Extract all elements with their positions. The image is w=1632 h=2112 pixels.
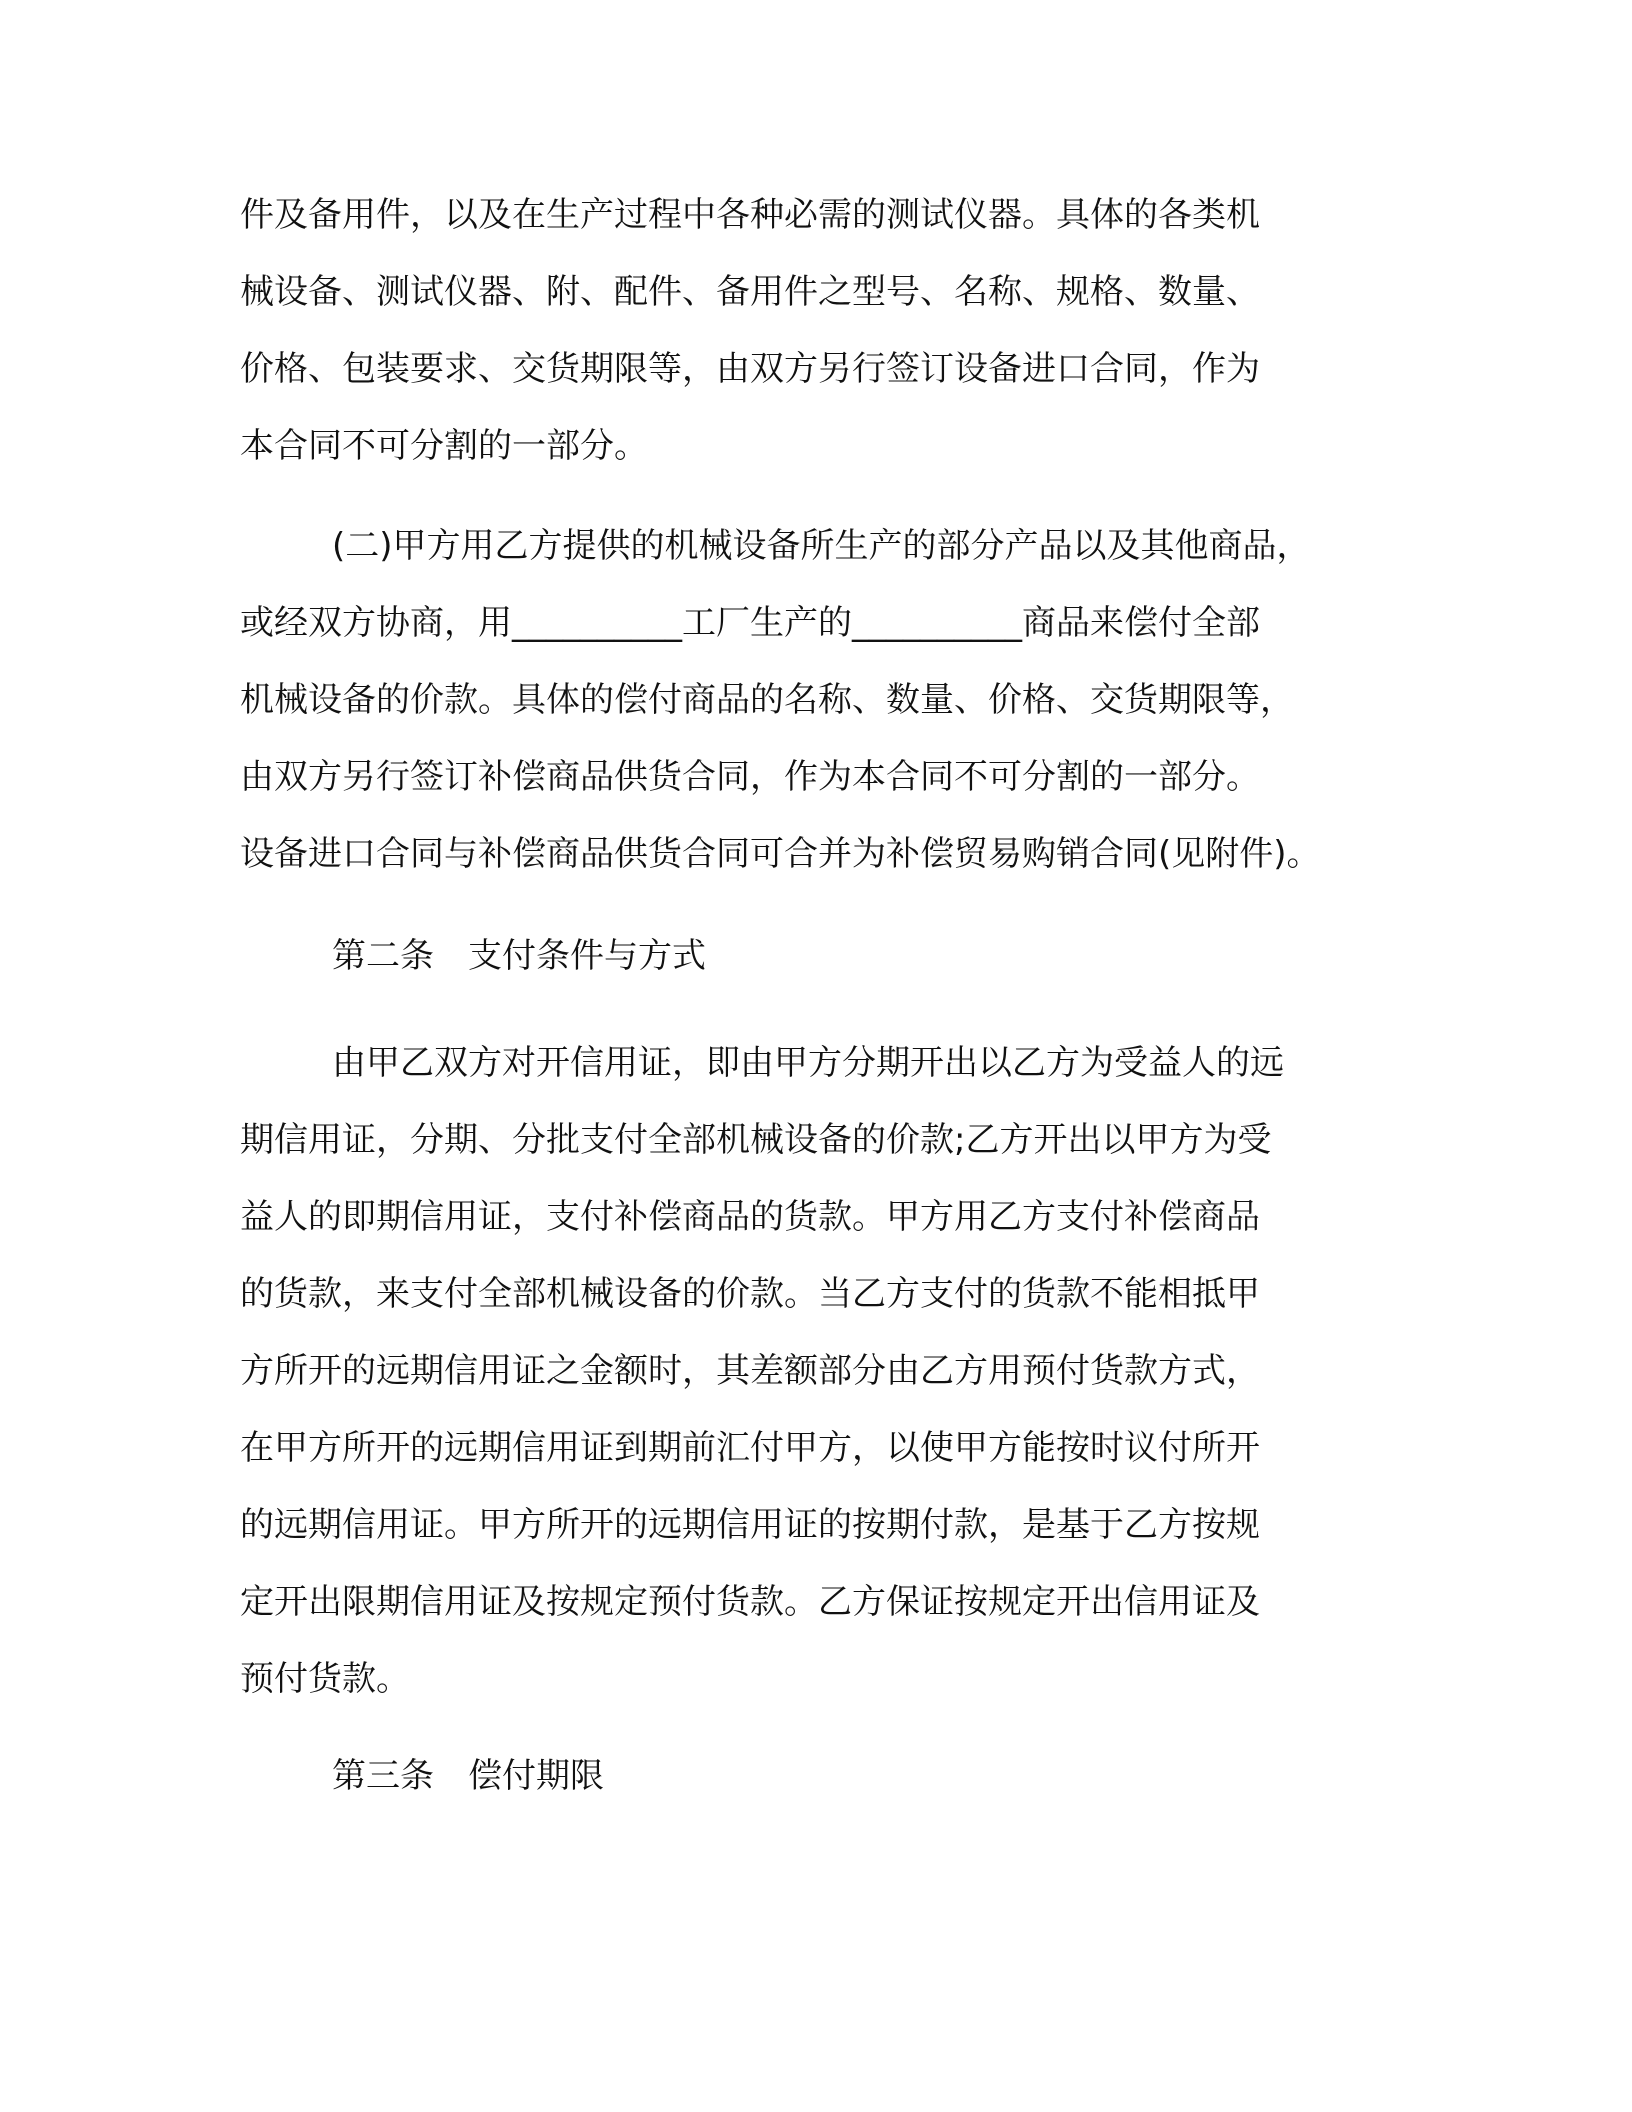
text-line: 在甲方所开的远期信用证到期前汇付甲方，以使甲方能按时议付所开 (240, 1428, 1260, 1468)
paragraph-payment-terms (240, 1025, 1440, 1718)
paragraph-equipment-contract (240, 177, 1440, 485)
paragraph-compensation-goods (240, 508, 1440, 893)
text-line: 价格、包装要求、交货期限等，由双方另行签订设备进口合同，作为 (240, 349, 1260, 389)
text-line: 方所开的远期信用证之金额时，其差额部分由乙方用预付货款方式， (240, 1351, 1260, 1391)
text-line: 由双方另行签订补偿商品供货合同，作为本合同不可分割的一部分。 (240, 757, 1260, 797)
text-line: 设备进口合同与补偿商品供货合同可合并为补偿贸易购销合同(见附件)。 (240, 834, 1321, 874)
text-line: 机械设备的价款。具体的偿付商品的名称、数量、价格、交货期限等， (240, 680, 1294, 720)
text-line: 的货款，来支付全部机械设备的价款。当乙方支付的货款不能相抵甲 (240, 1274, 1260, 1314)
article-3-heading-block (240, 1738, 1440, 1815)
text-line: 预付货款。 (240, 1659, 410, 1699)
text-line: 械设备、测试仪器、附、配件、备用件之型号、名称、规格、数量、 (240, 272, 1260, 312)
article-2-heading-block (240, 918, 1440, 995)
text-line: 由甲乙双方对开信用证，即由甲方分期开出以乙方为受益人的远 (332, 1043, 1284, 1083)
text-line: 定开出限期信用证及按规定预付货款。乙方保证按规定开出信用证及 (240, 1582, 1260, 1622)
text-line: 益人的即期信用证，支付补偿商品的货款。甲方用乙方支付补偿商品 (240, 1197, 1260, 1237)
text-line: 或经双方协商，用__________工厂生产的__________商品来偿付全部 (240, 603, 1260, 643)
text-line: (二)甲方用乙方提供的机械设备所生产的部分产品以及其他商品， (332, 526, 1311, 566)
text-line: 本合同不可分割的一部分。 (240, 426, 648, 466)
article-heading: 第二条 支付条件与方式 (332, 936, 706, 976)
text-line: 的远期信用证。甲方所开的远期信用证的按期付款，是基于乙方按规 (240, 1505, 1260, 1545)
text-line: 期信用证，分期、分批支付全部机械设备的价款;乙方开出以甲方为受 (240, 1120, 1272, 1160)
article-heading: 第三条 偿付期限 (332, 1756, 604, 1796)
text-line: 件及备用件，以及在生产过程中各种必需的测试仪器。具体的各类机 (240, 195, 1260, 235)
